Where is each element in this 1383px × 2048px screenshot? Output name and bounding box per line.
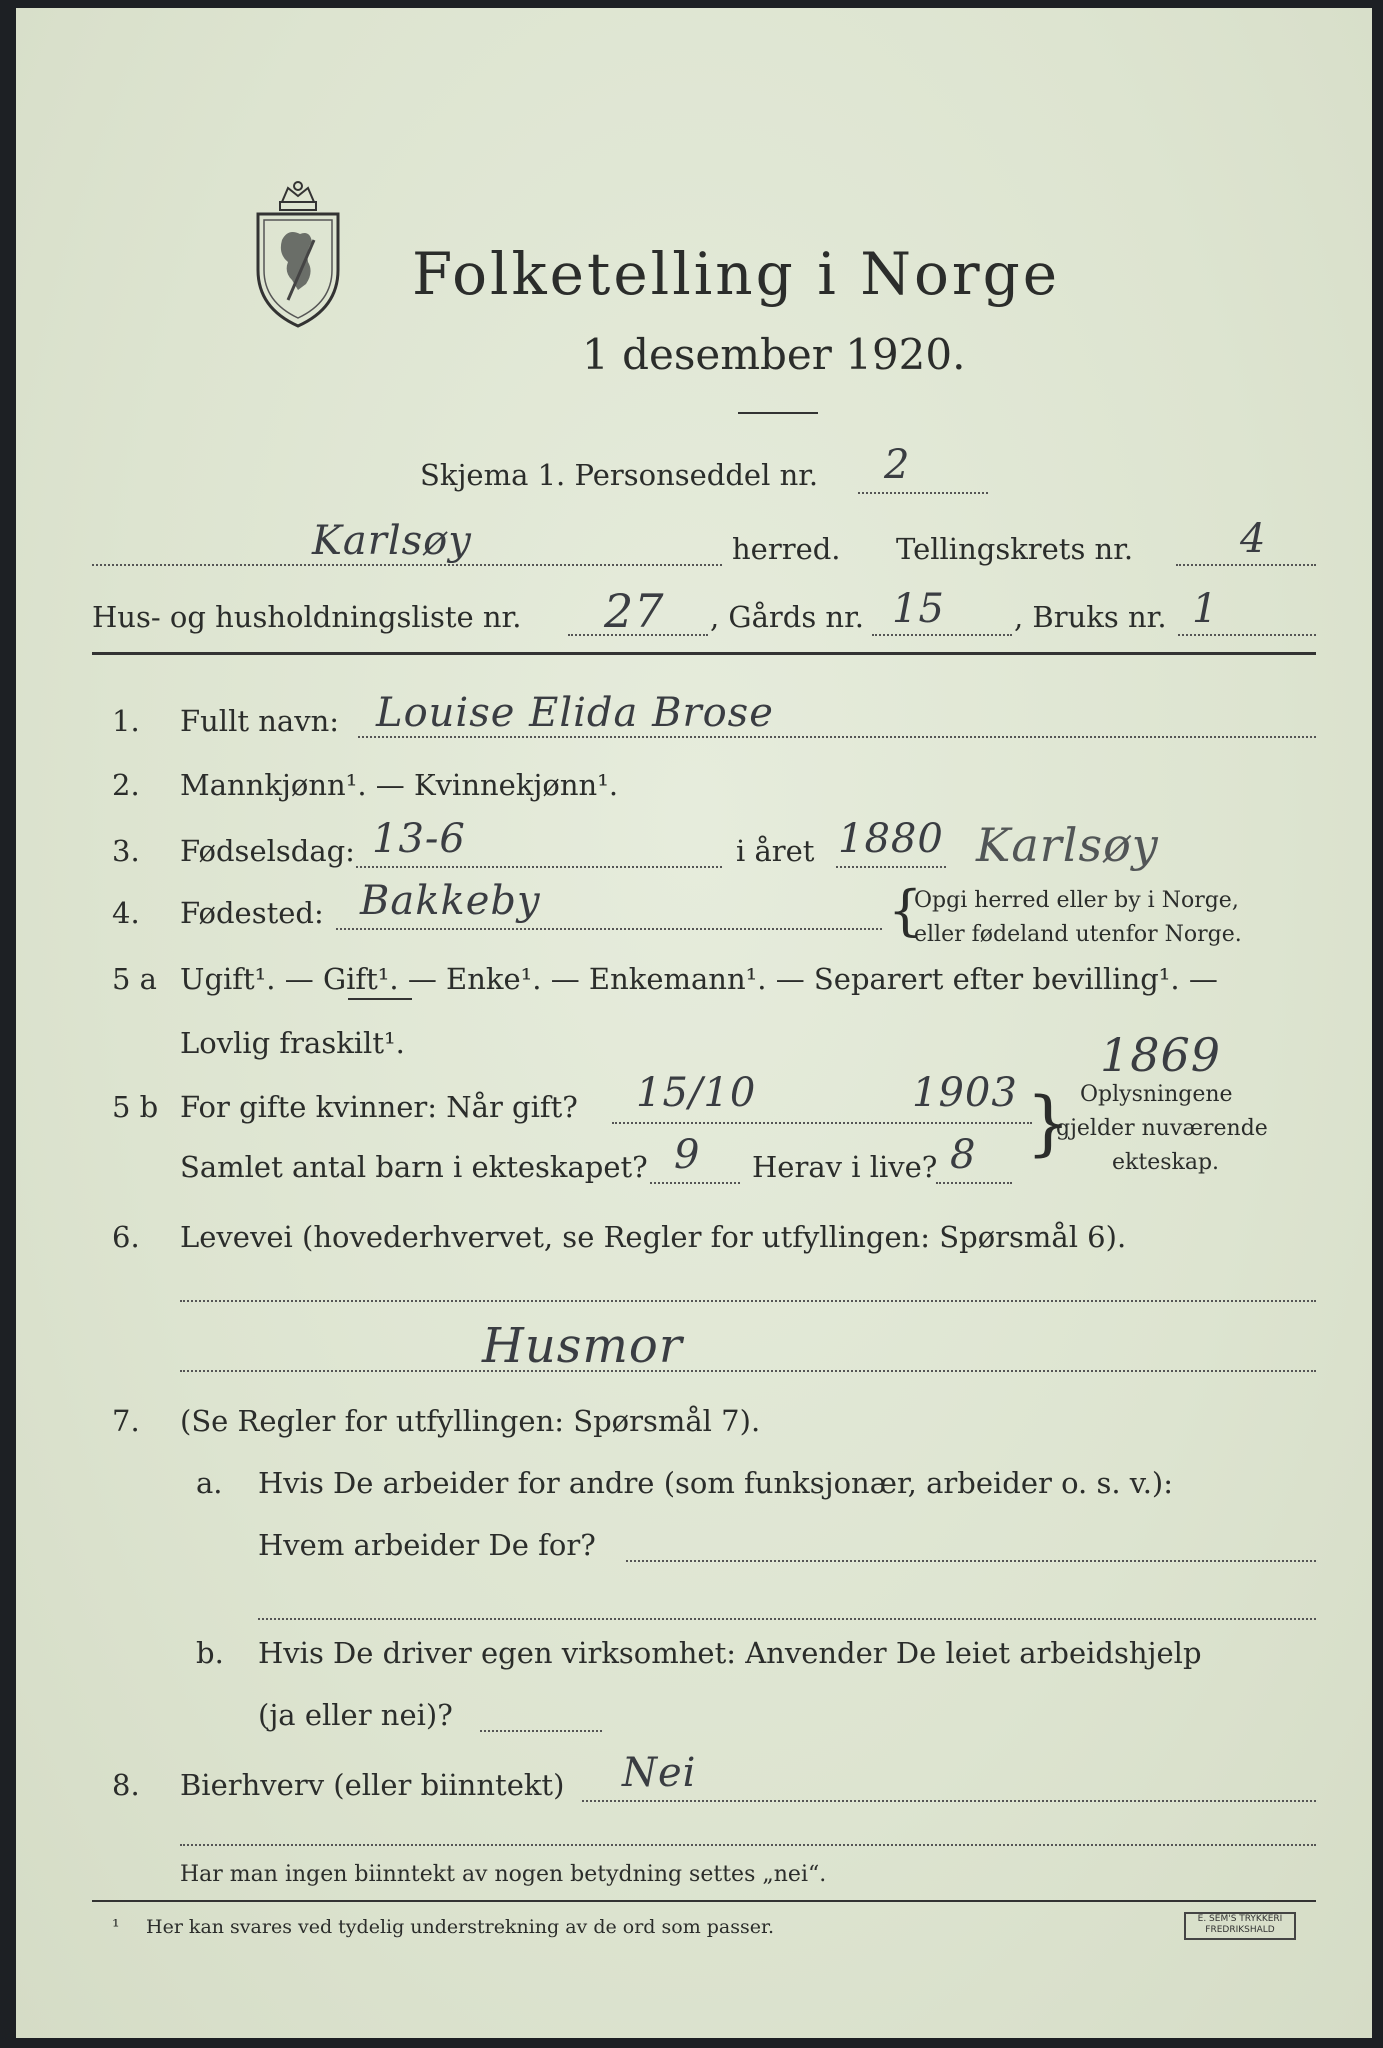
skjema-dotline <box>858 492 988 494</box>
q3-extra-annotation: Karlsøy <box>976 818 1159 872</box>
q4-note-line2: eller fødeland utenfor Norge. <box>914 922 1242 947</box>
q3-year-value: 1880 <box>838 816 944 862</box>
q5b-date-dotline <box>612 1122 1032 1124</box>
q4-note-line1: Opgi herred eller by i Norge, <box>914 888 1239 913</box>
q5a-number: 5 a <box>112 962 157 996</box>
header-separator <box>92 652 1316 655</box>
q4-brace: { <box>888 879 923 942</box>
q7b-line2: (ja eller nei)? <box>258 1698 453 1732</box>
norway-coat-of-arms-icon <box>248 180 348 330</box>
q7a-dotline-2 <box>258 1618 1316 1620</box>
q5b-children-dotline <box>650 1182 740 1184</box>
q1-dotline <box>358 736 1316 738</box>
q5b-note-line2: gjelder nuværende <box>1056 1116 1268 1141</box>
q1-value: Louise Elida Brose <box>376 690 774 736</box>
q5b-year-value: 1903 <box>912 1070 1018 1116</box>
q2-number: 2. <box>112 768 140 802</box>
footer-note: Har man ingen biinntekt av nogen betydning settes „nei“. <box>180 1862 827 1887</box>
form-title: Folketelling i Norge <box>412 240 1061 308</box>
q5a-gift-underline <box>348 998 412 1000</box>
q8-value: Nei <box>622 1750 697 1796</box>
q7a-dotline-1 <box>626 1560 1316 1562</box>
herred-value: Karlsøy <box>312 518 472 564</box>
gards-label: , Gårds nr. <box>710 600 864 634</box>
q8-dotline-2 <box>180 1844 1316 1846</box>
bruks-dotline <box>1178 634 1316 636</box>
q6-label: Levevei (hovederhvervet, se Regler for utfyllingen: Spørsmål 6). <box>180 1220 1127 1254</box>
skjema-value: 2 <box>884 442 911 488</box>
skjema-label: Skjema 1. Personseddel nr. <box>420 458 819 492</box>
q4-dotline <box>336 928 882 930</box>
footnote-text: Her kan svares ved tydelig understrekning av de ord som passer. <box>146 1916 775 1938</box>
q5b-children-value: 9 <box>674 1132 701 1178</box>
hus-label: Hus- og husholdningsliste nr. <box>92 600 522 634</box>
q6-dotline-2 <box>180 1370 1316 1372</box>
q7-number: 7. <box>112 1404 140 1438</box>
q7a-line2: Hvem arbeider De for? <box>258 1528 596 1562</box>
hus-value: 27 <box>604 584 665 638</box>
q5b-alive-value: 8 <box>950 1132 977 1178</box>
gards-dotline <box>872 634 1012 636</box>
form-date: 1 desember 1920. <box>582 330 966 379</box>
q7b-dotline <box>480 1730 602 1732</box>
q5b-note-line1: Oplysningene <box>1080 1082 1233 1107</box>
q5a-line2: Lovlig fraskilt¹. <box>180 1026 405 1060</box>
q1-label: Fullt navn: <box>180 704 340 738</box>
q7a-letter: a. <box>196 1466 223 1500</box>
q6-number: 6. <box>112 1220 140 1254</box>
q5b-alive-label: Herav i live? <box>752 1150 938 1184</box>
q7-label: (Se Regler for utfyllingen: Spørsmål 7). <box>180 1404 761 1438</box>
gards-value: 15 <box>892 586 945 632</box>
q7a-line1: Hvis De arbeider for andre (som funksjonær, arbeider o. s. v.): <box>258 1466 1174 1500</box>
bruks-value: 1 <box>1192 586 1219 632</box>
q8-dotline-1 <box>582 1800 1316 1802</box>
q3-year-dotline <box>836 866 946 868</box>
q3-value: 13-6 <box>372 816 466 862</box>
q2-label: Mannkjønn¹. — Kvinnekjønn¹. <box>180 768 619 802</box>
q3-dotline <box>356 866 722 868</box>
q7b-letter: b. <box>196 1636 224 1670</box>
tellingskrets-label: Tellingskrets nr. <box>896 532 1134 566</box>
q6-dotline-1 <box>180 1300 1316 1302</box>
census-form-page <box>16 8 1372 2038</box>
printer-stamp: E. SEM'S TRYKKERI FREDRIKSHALD <box>1184 1912 1296 1940</box>
bruks-label: , Bruks nr. <box>1014 600 1167 634</box>
q5b-number: 5 b <box>112 1090 159 1124</box>
q4-label: Fødested: <box>180 896 324 930</box>
q5b-date-value: 15/10 <box>636 1070 757 1116</box>
tellingskrets-value: 4 <box>1240 516 1267 562</box>
herred-label: herred. <box>732 532 841 566</box>
q5b-label: For gifte kvinner: Når gift? <box>180 1090 578 1124</box>
footnote-mark: ¹ <box>112 1916 120 1938</box>
tellingskrets-dotline <box>1176 564 1316 566</box>
footer-separator <box>92 1900 1316 1902</box>
q6-value: Husmor <box>482 1318 683 1374</box>
q4-value: Bakkeby <box>360 878 541 924</box>
q3-label: Fødselsdag: <box>180 834 355 868</box>
q1-number: 1. <box>112 704 140 738</box>
herred-dotline <box>92 564 722 566</box>
q3-year-label: i året <box>736 834 815 868</box>
q5b-note-line3: ekteskap. <box>1112 1150 1220 1175</box>
q8-label: Bierhverv (eller biinntekt) <box>180 1768 565 1802</box>
q5b-brace: } <box>1026 1082 1071 1164</box>
q3-number: 3. <box>112 834 140 868</box>
q8-number: 8. <box>112 1768 140 1802</box>
q5b-children-label: Samlet antal barn i ekteskapet? <box>180 1150 648 1184</box>
title-divider <box>738 412 818 414</box>
q5b-alive-dotline <box>936 1182 1012 1184</box>
q5a-line1: Ugift¹. — Gift¹. — Enke¹. — Enkemann¹. — Separert efter bevilling¹. — <box>180 962 1218 996</box>
q7b-line1: Hvis De driver egen virksomhet: Anvender De leiet arbeidshjelp <box>258 1636 1202 1670</box>
q5b-extra-year: 1869 <box>1100 1028 1222 1082</box>
q4-number: 4. <box>112 896 140 930</box>
